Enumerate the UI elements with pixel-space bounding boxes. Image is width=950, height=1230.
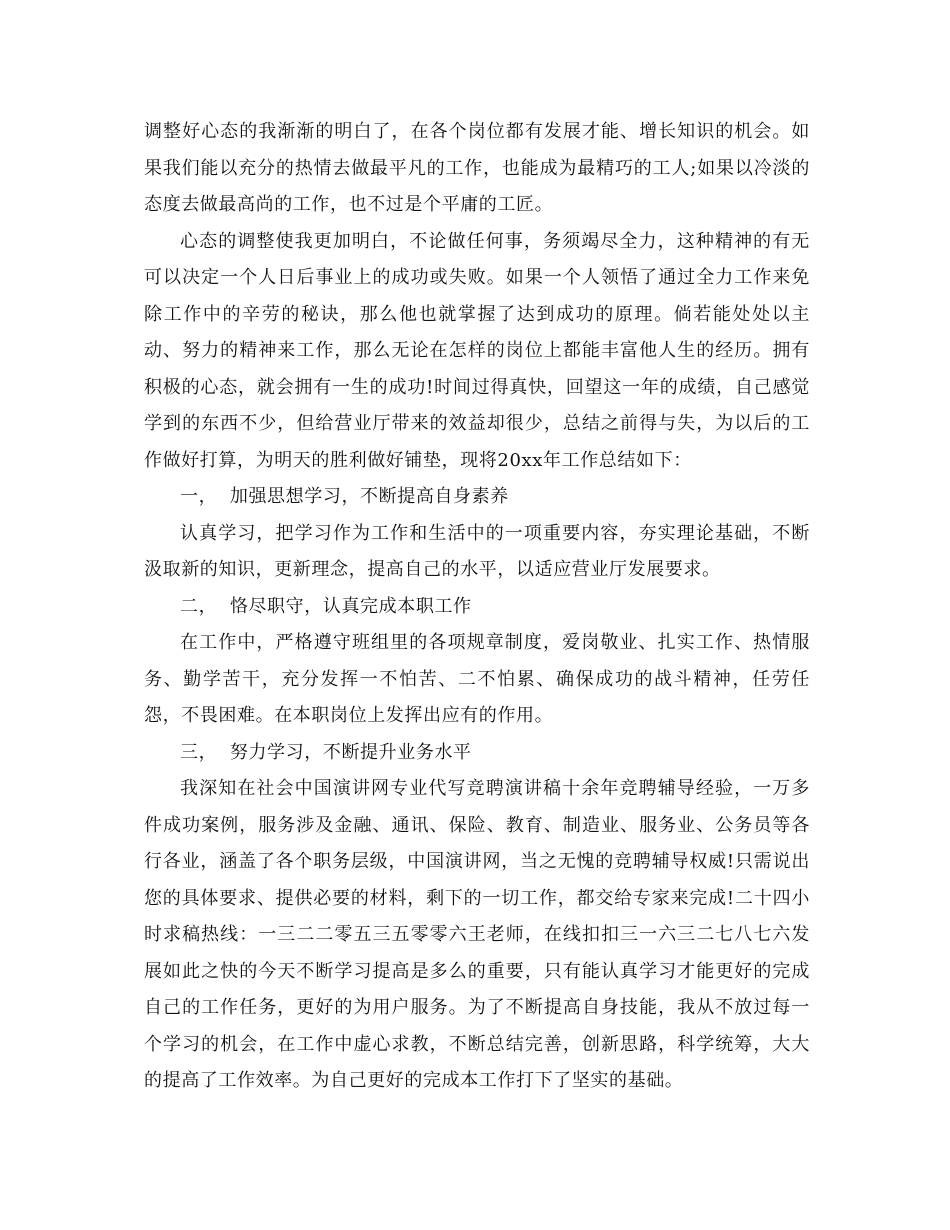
paragraph-4: 在工作中，严格遵守班组里的各项规章制度，爱岗敬业、扎实工作、热情服务、勤学苦干，充分发挥一不怕苦、二不怕累、确保成功的战斗精神，任劳任怨，不畏困难。在本职岗位上发挥出应有的作用。: [144, 632, 810, 726]
paragraph-3: 认真学习，把学习作为工作和生活中的一项重要内容，夯实理论基础，不断汲取新的知识，更新理念，提高自己的水平，以适应营业厅发展要求。: [144, 522, 810, 580]
section-heading-2: 二， 恪尽职守，认真完成本职工作: [180, 595, 472, 617]
section-heading-1: 一， 加强思想学习，不断提高自身素养: [180, 486, 509, 507]
document-body: [144, 114, 810, 1100]
paragraph-1: 调整好心态的我渐渐的明白了，在各个岗位都有发展才能、增长知识的机会。如果我们能以充分的热情去做最平凡的工作，也能成为最精巧的工人;如果以冷淡的态度去做最高尚的工作，也不过是个平庸的工匠。: [144, 121, 810, 215]
paragraph-2: 心态的调整使我更加明白，不论做任何事，务须竭尽全力，这种精神的有无可以决定一个人日后事业上的成功或失败。如果一个人领悟了通过全力工作来免除工作中的辛劳的秘诀，那么他也就掌握了达到成功的原理。倘若能处处以主动、努力的精神来工作，那么无论在怎样的岗位上都能丰富他人生的经历。拥有积极的心态，就会拥有一生的成功!时间过得真快，回望这一年的成绩，自己感觉学到的东西不少，但给营业厅带来的效益却很少，总结之前得与失，为以后的工作做好打算，为明天的胜利做好铺垫，现将20xx年工作总结如下：: [144, 230, 810, 471]
section-heading-3: 三， 努力学习，不断提升业务水平: [180, 741, 472, 763]
paragraph-5: 我深知在社会中国演讲网专业代写竞聘演讲稿十余年竞聘辅导经验，一万多件成功案例，服务涉及金融、通讯、保险、教育、制造业、服务业、公务员等各行各业，涵盖了各个职务层级，中国演讲网，当之无愧的竞聘辅导权威!只需说出您的具体要求、提供必要的材料，剩下的一切工作，都交给专家来完成!二十四小时求稿热线：一三二二零五三五零零六王老师，在线扣扣三一六三二七八七六发展如此之快的今天不断学习提高是多么的重要，只有能认真学习才能更好的完成自己的工作任务，更好的为用户服务。为了不断提高自身技能，我从不放过每一个学习的机会，在工作中虚心求教，不断总结完善，创新思路，科学统筹，大大的提高了工作效率。为自己更好的完成本工作打下了坚实的基础。: [144, 778, 810, 1091]
